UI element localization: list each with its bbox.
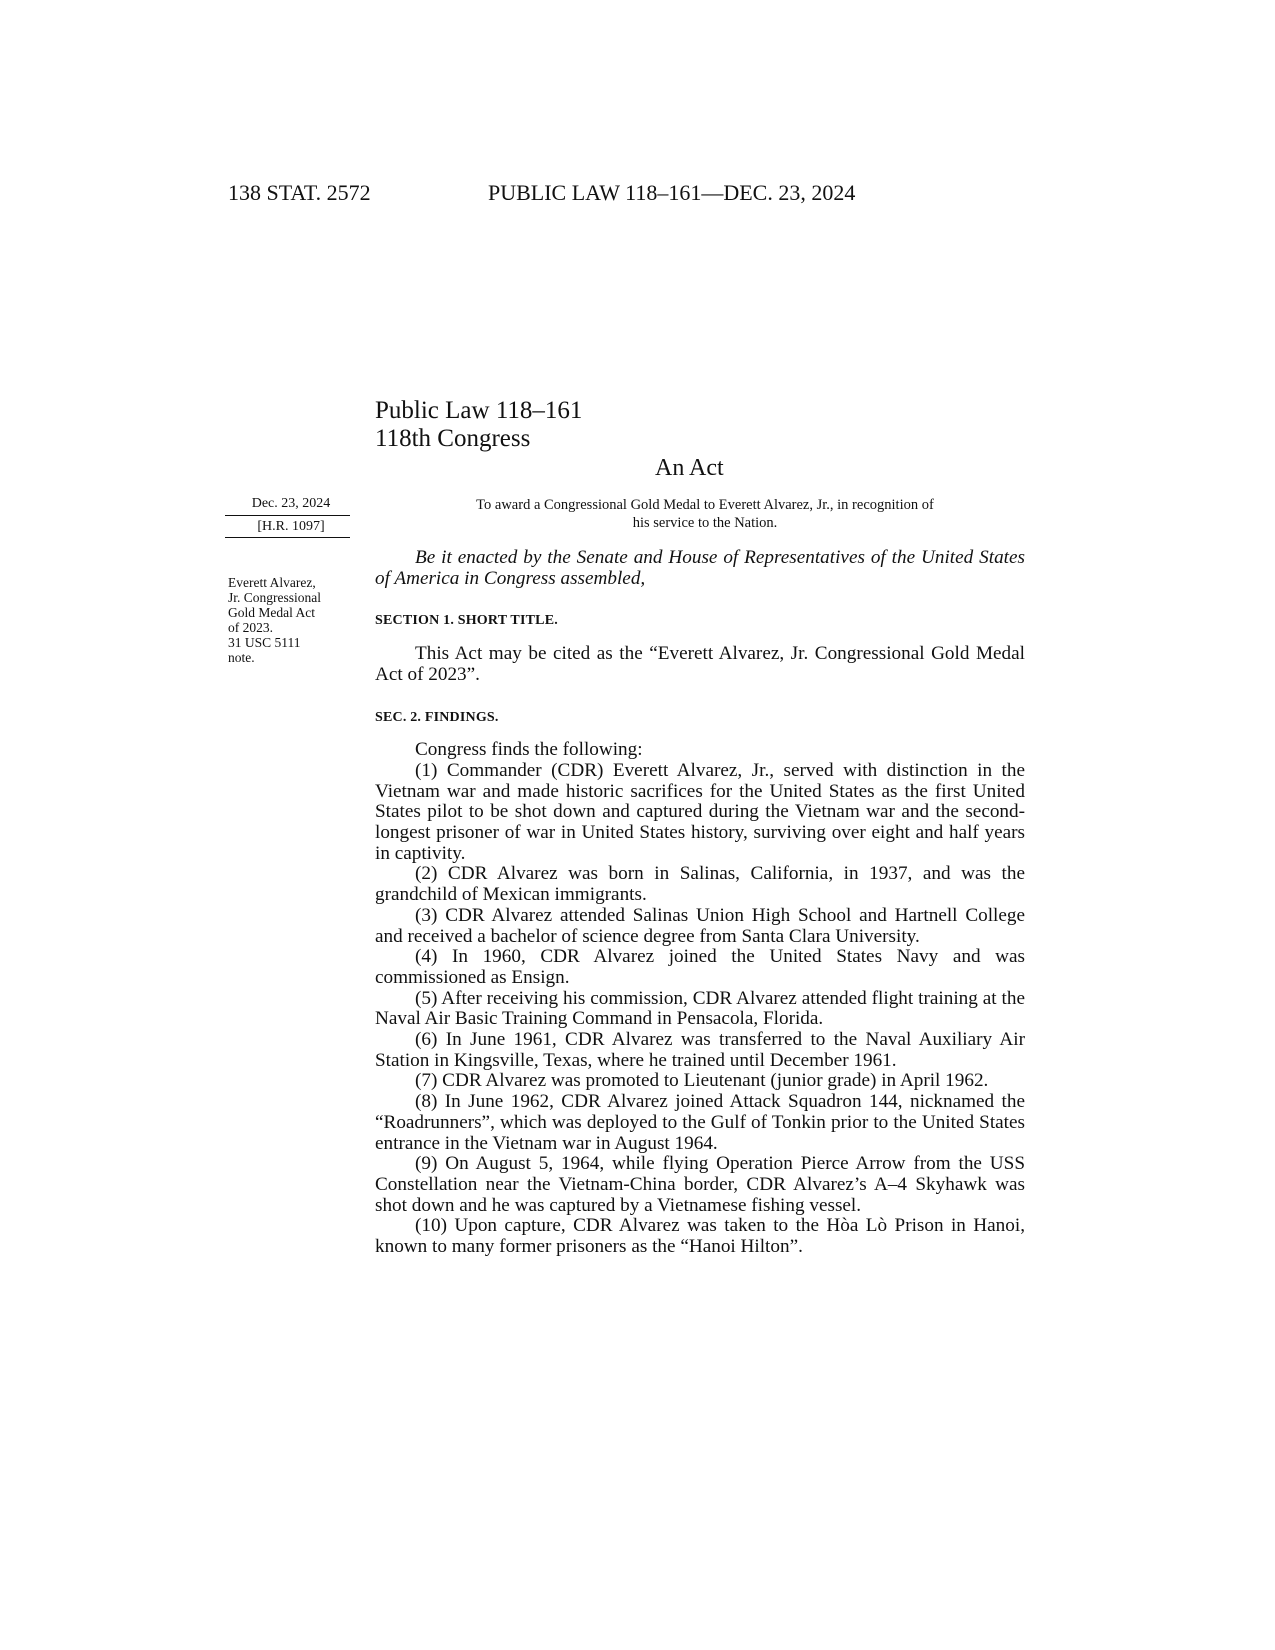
purpose-line: To award a Congressional Gold Medal to Everett Alvarez, Jr., in recognition of xyxy=(476,497,934,513)
margin-usc-citation: 31 USC 5111 note. xyxy=(228,635,301,665)
finding-item: (8) In June 1962, CDR Alvarez joined Attack Squadron 144, nicknamed the “Roadrunners”, which was deployed to the Gulf of Tonkin prior to the United States entrance in the Vietnam war in August 1964. xyxy=(375,1091,1025,1154)
act-title: An Act xyxy=(655,455,724,481)
finding-item: (2) CDR Alvarez was born in Salinas, California, in 1937, and was the grandchild of Mexican immigrants. xyxy=(375,863,1025,906)
finding-item: (1) Commander (CDR) Everett Alvarez, Jr., served with distinction in the Vietnam war and made historic sacrifices for the United States as the first United States pilot to be shot down and captured during the Vietnam war and the second-longest prisoner of war in United States history, surviving over eight and half years in captivity. xyxy=(375,759,1025,864)
act-purpose xyxy=(395,496,1015,532)
finding-item: (6) In June 1961, CDR Alvarez was transferred to the Naval Auxiliary Air Station in Kingsville, Texas, where he trained until December 1961. xyxy=(375,1029,1025,1071)
margin-date-box xyxy=(232,496,350,538)
enacting-clause: Be it enacted by the Senate and House of Representatives of the United States of America in Congress assembled, xyxy=(375,547,1025,589)
public-law-date-header: PUBLIC LAW 118–161—DEC. 23, 2024 xyxy=(488,180,856,205)
statute-page-number: 138 STAT. 2572 xyxy=(228,180,371,205)
finding-item: (9) On August 5, 1964, while flying Operation Pierce Arrow from the USS Constellation near the Vietnam-China border, CDR Alvarez’s A–4 Skyhawk was shot down and he was captured by a Vietnamese fishing vessel. xyxy=(375,1153,1025,1216)
findings-intro: Congress finds the following: xyxy=(415,739,643,761)
section-1-heading: SECTION 1. SHORT TITLE. xyxy=(375,613,558,629)
running-header xyxy=(0,180,1275,210)
section-2-heading: SEC. 2. FINDINGS. xyxy=(375,709,499,725)
finding-item: (10) Upon capture, CDR Alvarez was taken to the Hòa Lò Prison in Hanoi, known to many former prisoners as the “Hanoi Hilton”. xyxy=(375,1215,1025,1258)
bill-number: [H.R. 1097] xyxy=(257,519,325,534)
congress-number: 118th Congress xyxy=(375,425,531,452)
finding-item: (7) CDR Alvarez was promoted to Lieutenant (junior grade) in April 1962. xyxy=(415,1070,989,1092)
margin-short-title: Everett Alvarez, Jr. Congressional Gold Medal Act of 2023. xyxy=(228,575,321,635)
section-1-text: This Act may be cited as the “Everett Alvarez, Jr. Congressional Gold Medal Act of 2023”. xyxy=(375,643,1025,685)
act-body xyxy=(375,548,1025,1258)
finding-item: (5) After receiving his commission, CDR Alvarez attended flight training at the Naval Air Basic Training Command in Pensacola, Florida. xyxy=(375,987,1025,1030)
enactment-date: Dec. 23, 2024 xyxy=(251,496,331,511)
purpose-line: his service to the Nation. xyxy=(632,515,778,531)
finding-item: (4) In 1960, CDR Alvarez joined the United States Navy and was commissioned as Ensign. xyxy=(375,946,1025,988)
finding-item: (3) CDR Alvarez attended Salinas Union High School and Hartnell College and received a bachelor of science degree from Santa Clara University. xyxy=(375,904,1025,947)
margin-rule xyxy=(225,537,350,538)
law-identification xyxy=(375,397,582,453)
public-law-number: Public Law 118–161 xyxy=(375,397,583,424)
margin-note xyxy=(228,575,358,665)
